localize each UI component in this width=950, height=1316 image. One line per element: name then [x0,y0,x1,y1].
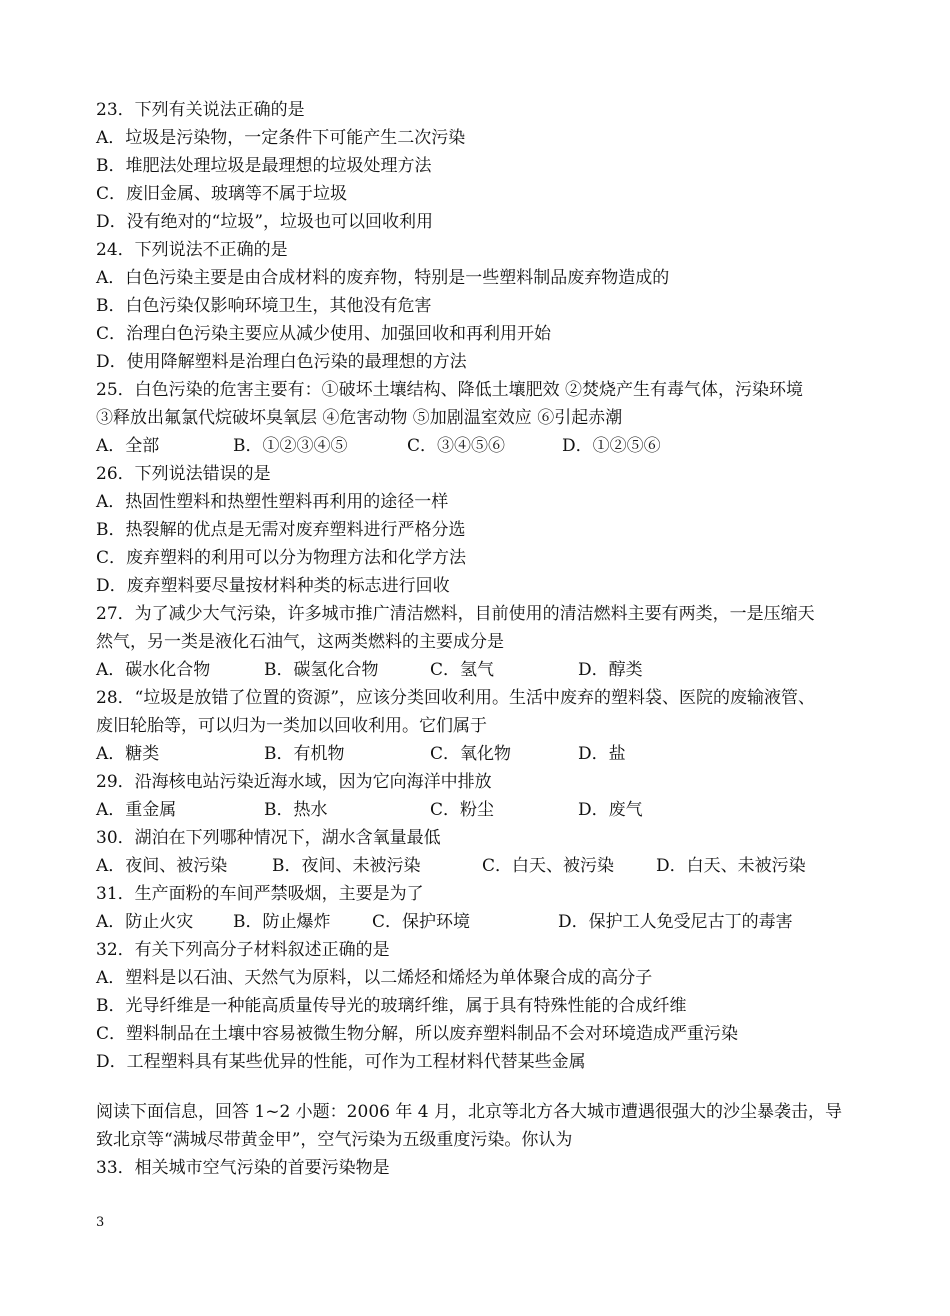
option-item: D．白天、未被污染 [656,856,806,876]
text-line: 然气，另一类是液化石油气，这两类燃料的主要成分是 [96,632,504,652]
option-item: A．防止火灾 [96,912,194,932]
option-item: C．保护环境 [372,912,471,932]
text-line: 25．白色污染的危害主要有：①破坏土壤结构、降低土壤肥效 ②焚烧产生有毒气体，污染环境 [96,380,804,400]
text-line: A．热固性塑料和热塑性塑料再利用的途径一样 [96,492,449,512]
text-line: D．没有绝对的“垃圾”，垃圾也可以回收利用 [96,212,434,232]
text-line: 28．“垃圾是放错了位置的资源”，应该分类回收利用。生活中废弃的塑料袋、医院的废输液管、 [96,688,816,708]
text-line: 27．为了减少大气污染，许多城市推广清洁燃料，目前使用的清洁燃料主要有两类，一是压缩天 [96,604,815,624]
text-line: 33．相关城市空气污染的首要污染物是 [96,1158,390,1178]
option-item: B．①②③④⑤ [233,436,348,456]
option-item: C．粉尘 [430,800,495,820]
text-line: D．使用降解塑料是治理白色污染的最理想的方法 [96,352,467,372]
question-list [96,96,876,1182]
text-line: B．堆肥法处理垃圾是最理想的垃圾处理方法 [96,156,432,176]
option-item: B．有机物 [264,744,345,764]
option-item: D．保护工人免受尼古丁的毒害 [558,912,793,932]
text-line: ③释放出氟氯代烷破坏臭氧层 ④危害动物 ⑤加剧温室效应 ⑥引起赤潮 [96,408,623,428]
text-line: 23．下列有关说法正确的是 [96,100,305,120]
options-row [96,740,876,768]
option-item: B．热水 [264,800,328,820]
options-row [96,432,876,460]
options-row [96,656,876,684]
text-line: B．白色污染仅影响环境卫生，其他没有危害 [96,296,432,316]
option-item: A．糖类 [96,744,160,764]
text-line: 26．下列说法错误的是 [96,464,271,484]
text-line: B．光导纤维是一种能高质量传导光的玻璃纤维，属于具有特殊性能的合成纤维 [96,996,687,1016]
text-line: 阅读下面信息，回答 1~2 小题：2006 年 4 月，北京等北方各大城市遭遇很强大的沙尘暴袭击，导 [96,1102,842,1122]
page-number: 3 [96,1215,105,1230]
text-line: 31．生产面粉的车间严禁吸烟，主要是为了 [96,884,424,904]
option-item: B．防止爆炸 [233,912,331,932]
option-item: A．碳水化合物 [96,660,211,680]
option-item: C．白天、被污染 [482,856,615,876]
option-item: D．①②⑤⑥ [562,436,661,456]
option-item: A．全部 [96,436,160,456]
text-line: C．废旧金属、玻璃等不属于垃圾 [96,184,348,204]
option-item: C．③④⑤⑥ [407,436,506,456]
options-row [96,796,876,824]
text-line: A．塑料是以石油、天然气为原料，以二烯烃和烯烃为单体聚合成的高分子 [96,968,653,988]
text-line: 致北京等“满城尽带黄金甲”，空气污染为五级重度污染。你认为 [96,1130,573,1150]
text-line: D．废弃塑料要尽量按材料种类的标志进行回收 [96,576,450,596]
text-line: 24．下列说法不正确的是 [96,240,288,260]
option-item: D．醇类 [578,660,643,680]
option-item: D．废气 [578,800,643,820]
text-line: D．工程塑料具有某些优异的性能，可作为工程材料代替某些金属 [96,1052,586,1072]
option-item: A．夜间、被污染 [96,856,228,876]
option-item: B．碳氢化合物 [264,660,379,680]
text-line: C．废弃塑料的利用可以分为物理方法和化学方法 [96,548,467,568]
text-line: 32．有关下列高分子材料叙述正确的是 [96,940,390,960]
option-item: B．夜间、未被污染 [272,856,421,876]
text-line: 29．沿海核电站污染近海水域，因为它向海洋中排放 [96,772,492,792]
text-line: 废旧轮胎等，可以归为一类加以回收利用。它们属于 [96,716,487,736]
option-item: A．重金属 [96,800,177,820]
option-item: C．氢气 [430,660,495,680]
paragraph-gap [96,1076,876,1098]
text-line: 30．湖泊在下列哪种情况下，湖水含氧量最低 [96,828,441,848]
options-row [96,908,876,936]
options-row [96,852,876,880]
option-item: D．盐 [578,744,626,764]
text-line: A．白色污染主要是由合成材料的废弃物，特别是一些塑料制品废弃物造成的 [96,268,670,288]
text-line: A．垃圾是污染物，一定条件下可能产生二次污染 [96,128,466,148]
text-line: B．热裂解的优点是无需对废弃塑料进行严格分选 [96,520,466,540]
option-item: C．氧化物 [430,744,512,764]
text-line: C．塑料制品在土壤中容易被微生物分解，所以废弃塑料制品不会对环境造成严重污染 [96,1024,739,1044]
text-line: C．治理白色污染主要应从减少使用、加强回收和再利用开始 [96,324,552,344]
